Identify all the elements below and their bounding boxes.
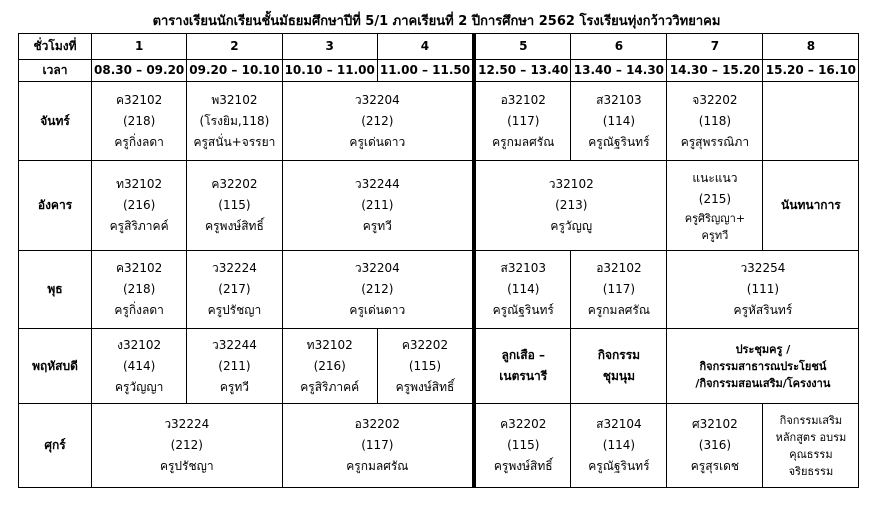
time-label: เวลา (19, 60, 92, 82)
class-cell: ง32102 (414) ครูวัญญา (92, 329, 187, 404)
class-cell: ท32102 (216) ครูสิริภาคค์ (282, 329, 377, 404)
time-slot: 09.20 – 10.10 (187, 60, 282, 82)
time-slot: 10.10 – 11.00 (282, 60, 377, 82)
time-header-row (19, 60, 859, 82)
period-label: ชั่วโมงที่ (19, 34, 92, 60)
page-title: ตารางเรียนนักเรียนชั้นมัธยมศึกษาปีที่ 5/1 ภาคเรียนที่ 2 ปีการศึกษา 2562 โรงเรียนทุ่งกว้าววิทยาคม (152, 14, 721, 29)
class-cell: ว32224 (217) ครูปรัชญา (187, 251, 282, 329)
time-slot: 08.30 – 09.20 (92, 60, 187, 82)
class-cell: ค32202 (115) ครูพงษ์สิทธิ์ (474, 404, 571, 488)
day-label: พฤหัสบดี (19, 329, 92, 404)
class-cell: ว32224 (212) ครูปรัชญา (92, 404, 283, 488)
class-cell: ศ32102 (316) ครูสุรเดช (667, 404, 763, 488)
class-cell: ว32204 (212) ครูเด่นดาว (282, 82, 474, 161)
class-cell: กิจกรรม ชุมนุม (571, 329, 667, 404)
class-cell: ว32244 (211) ครูทวี (282, 161, 474, 251)
class-cell: พ32102 (โรงยิม,118) ครูสนั่น+จรรยา (187, 82, 282, 161)
class-cell: อ32102 (117) ครูกมลศรัณ (571, 251, 667, 329)
empty-cell (763, 82, 859, 161)
time-slot: 15.20 – 16.10 (763, 60, 859, 82)
day-label: ศุกร์ (19, 404, 92, 488)
time-slot: 13.40 – 14.30 (571, 60, 667, 82)
day-row-thursday (19, 329, 859, 404)
class-cell: นันทนาการ (763, 161, 859, 251)
day-row-friday (19, 404, 859, 488)
class-cell: จ32202 (118) ครูสุพรรณิภา (667, 82, 763, 161)
day-row-monday (19, 82, 859, 161)
class-cell: ท32102 (216) ครูสิริภาคค์ (92, 161, 187, 251)
class-cell: กิจกรรมเสริม หลักสูตร อบรม คุณธรรม จริยธรรม (763, 404, 859, 488)
period-number: 8 (763, 34, 859, 60)
class-cell: ว32254 (111) ครูหัสรินทร์ (667, 251, 859, 329)
class-cell: ค32102 (218) ครูกิ่งลดา (92, 251, 187, 329)
class-cell: ว32204 (212) ครูเด่นดาว (282, 251, 474, 329)
period-number: 1 (92, 34, 187, 60)
period-number: 4 (377, 34, 474, 60)
period-number: 7 (667, 34, 763, 60)
time-slot: 14.30 – 15.20 (667, 60, 763, 82)
period-number: 6 (571, 34, 667, 60)
class-cell: ลูกเสือ – เนตรนารี (474, 329, 571, 404)
class-cell: ส32104 (114) ครูณัฐรินทร์ (571, 404, 667, 488)
class-cell: ประชุมครู / กิจกรรมสาธารณประโยชน์ /กิจกรรมสอนเสริม/โครงงาน (667, 329, 859, 404)
time-slot: 11.00 – 11.50 (377, 60, 474, 82)
class-cell: อ32202 (117) ครูกมลศรัณ (282, 404, 474, 488)
period-header-row (19, 34, 859, 60)
class-cell: แนะแนว (215) ครูศิริญญา+ ครูทวี (667, 161, 763, 251)
class-cell: ว32102 (213) ครูวัญญู (474, 161, 667, 251)
day-label: อังคาร (19, 161, 92, 251)
day-row-tuesday (19, 161, 859, 251)
class-cell: ค32202 (115) ครูพงษ์สิทธิ์ (187, 161, 282, 251)
class-cell: อ32102 (117) ครูกมลศรัณ (474, 82, 571, 161)
class-cell: ค32202 (115) ครูพงษ์สิทธิ์ (377, 329, 474, 404)
time-slot: 12.50 – 13.40 (474, 60, 571, 82)
day-label: พุธ (19, 251, 92, 329)
class-cell: ส32103 (114) ครูณัฐรินทร์ (474, 251, 571, 329)
day-row-wednesday (19, 251, 859, 329)
class-cell: ว32244 (211) ครูทวี (187, 329, 282, 404)
period-number: 3 (282, 34, 377, 60)
period-number: 5 (474, 34, 571, 60)
class-cell: ค32102 (218) ครูกิ่งลดา (92, 82, 187, 161)
period-number: 2 (187, 34, 282, 60)
class-cell: ส32103 (114) ครูณัฐรินทร์ (571, 82, 667, 161)
day-label: จันทร์ (19, 82, 92, 161)
timetable (18, 33, 859, 488)
